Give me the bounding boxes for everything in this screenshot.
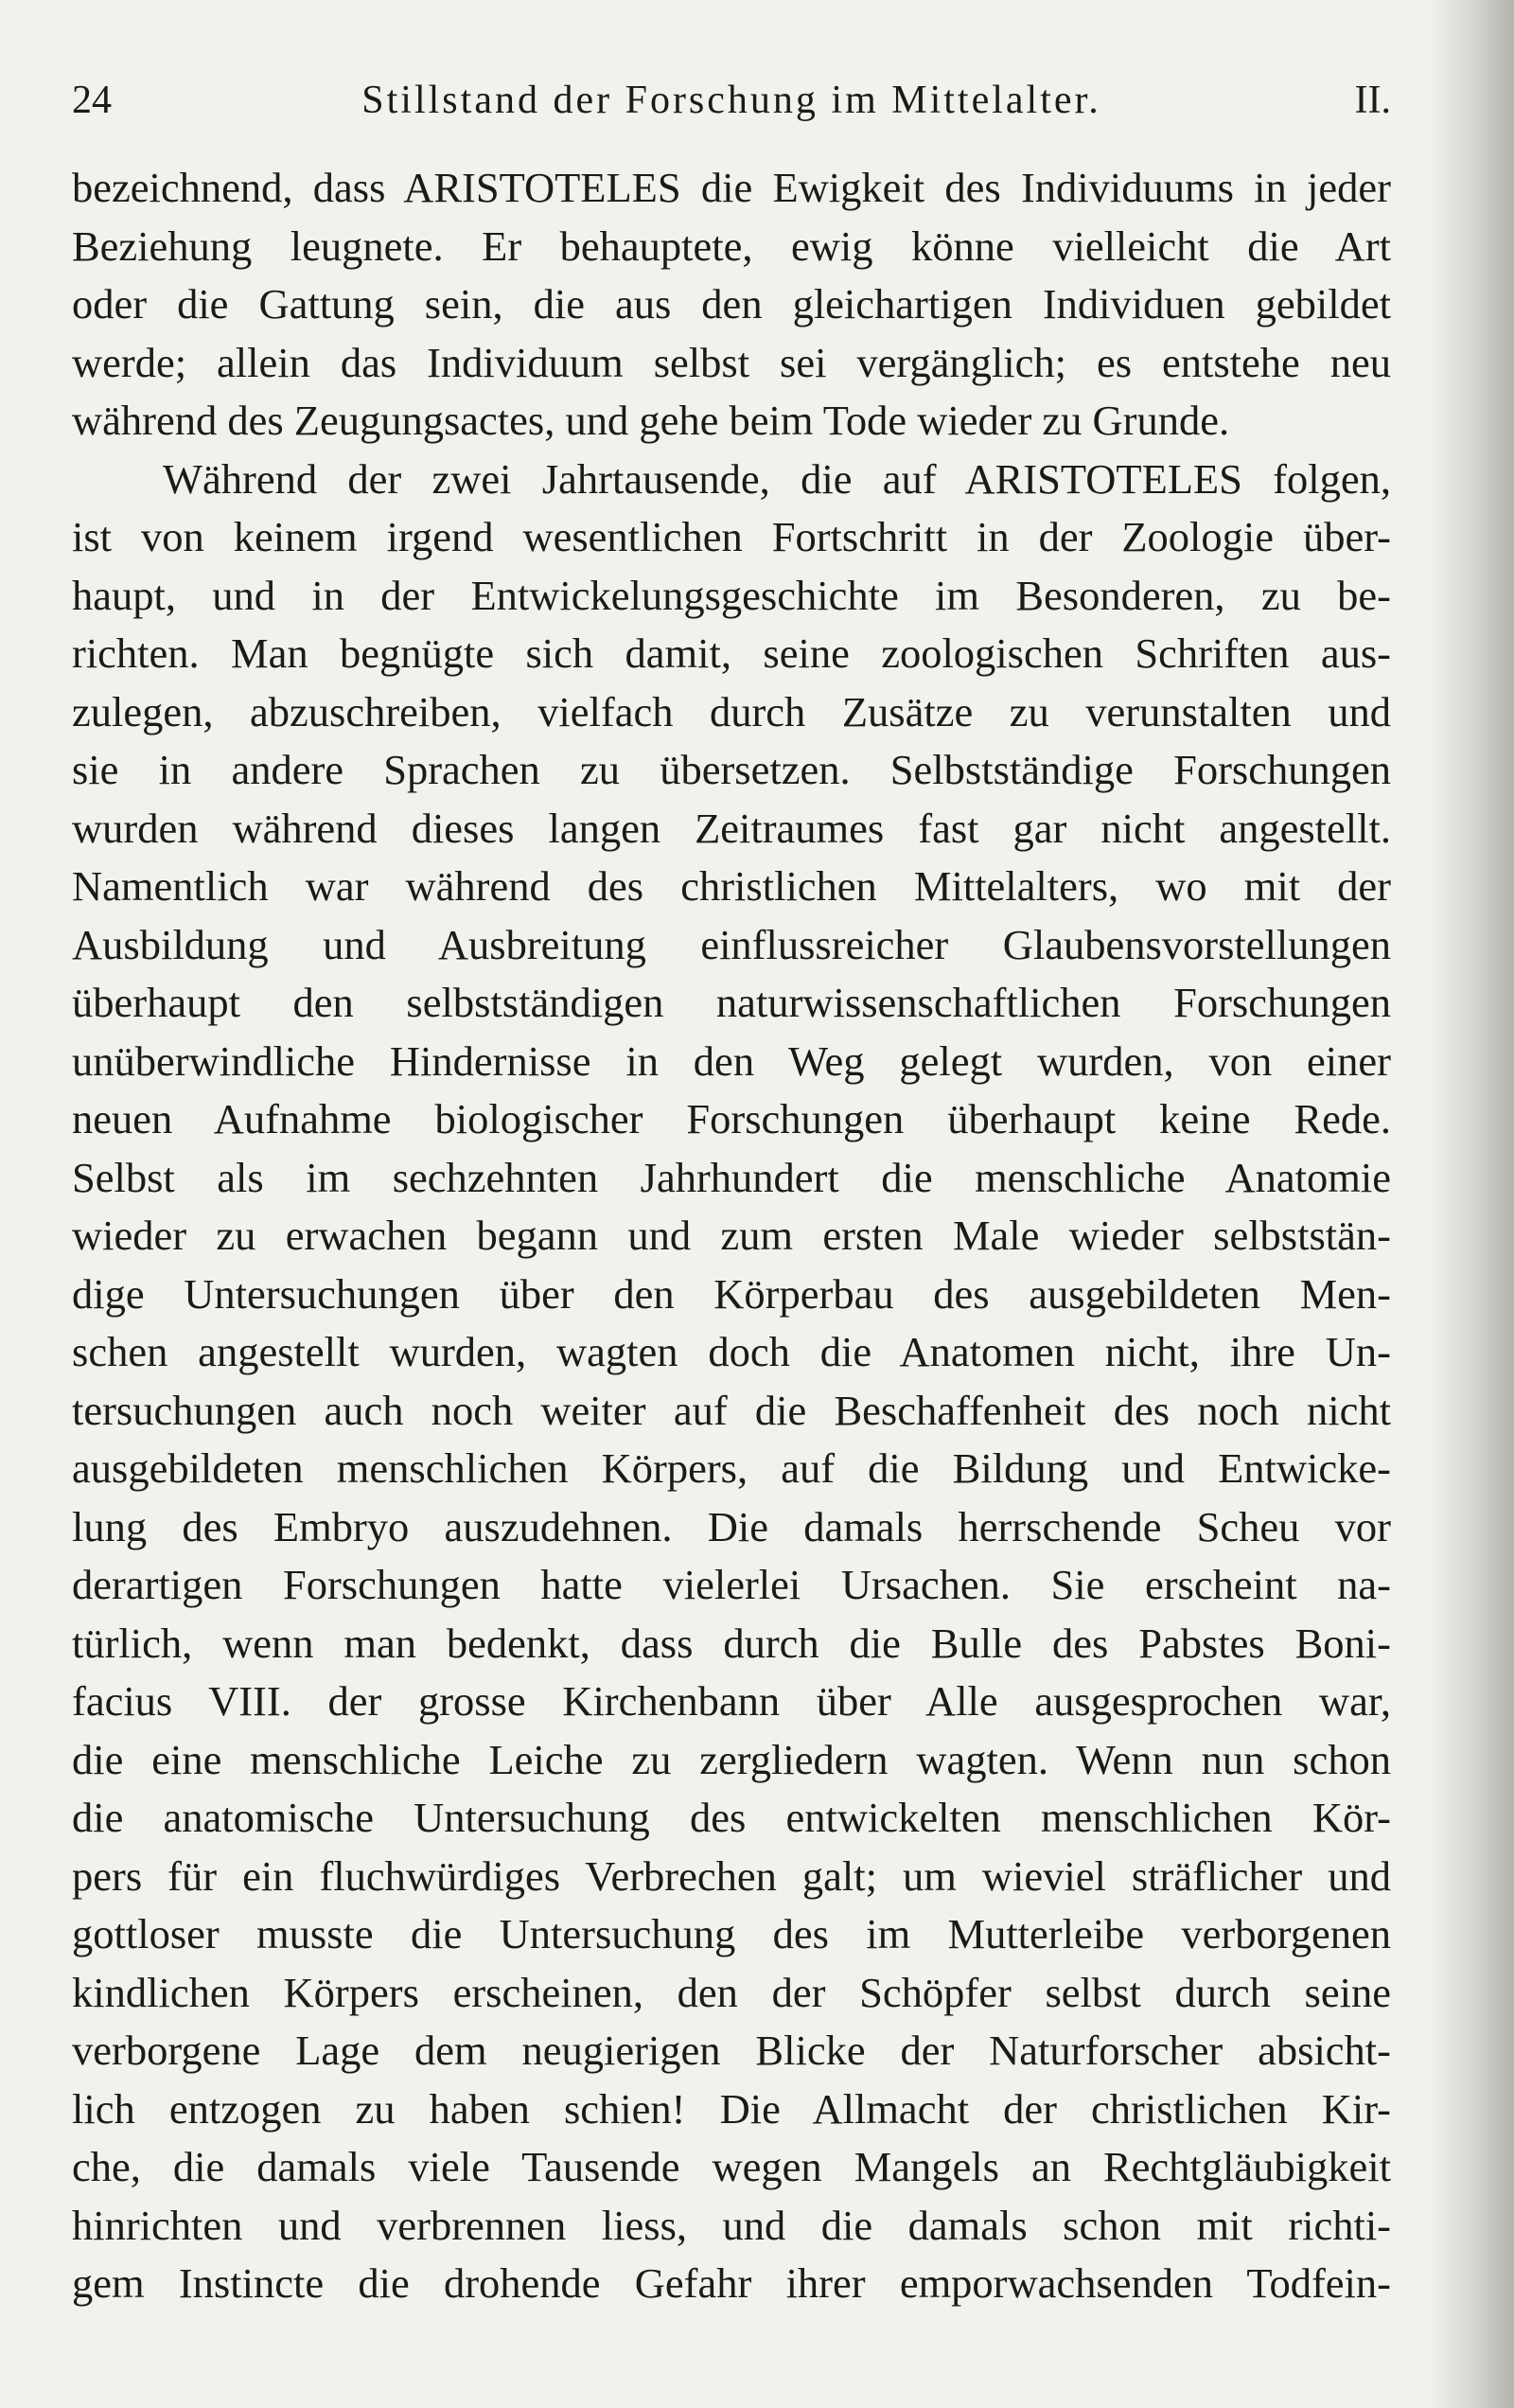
text-line: pers für ein fluchwürdiges Verbrechen galt; um wieviel sträflicher und bbox=[72, 1851, 1391, 1900]
text-line: lung des Embryo auszudehnen. Die damals herrschende Scheu vor bbox=[72, 1502, 1391, 1550]
text-line: richten. Man begnügte sich damit, seine zoologischen Schriften aus- bbox=[72, 629, 1391, 677]
page-header bbox=[72, 78, 1391, 144]
text-line: überhaupt den selbstständigen naturwissenschaftlichen Forschungen bbox=[72, 979, 1391, 1026]
page-edge-shadow bbox=[1429, 0, 1514, 2408]
text-line: derartigen Forschungen hatte vielerlei Ursachen. Sie erscheint na- bbox=[72, 1561, 1391, 1608]
text-line: tersuchungen auch noch weiter auf die Beschaffenheit des noch nicht bbox=[72, 1386, 1391, 1434]
text-line: verborgene Lage dem neugierigen Blicke der Naturforscher absicht- bbox=[72, 2027, 1391, 2074]
text-line: oder die Gattung sein, die aus den gleichartigen Individuen gebildet bbox=[72, 280, 1391, 328]
text-line: schen angestellt wurden, wagten doch die Anatomen nicht, ihre Un- bbox=[72, 1328, 1391, 1375]
text-line: bezeichnend, dass ARISTOTELES die Ewigkeit des Individuums in jeder bbox=[72, 164, 1391, 211]
text-line: wurden während dieses langen Zeitraumes fast gar nicht angestellt. bbox=[72, 804, 1391, 852]
text-line: türlich, wenn man bedenkt, dass durch die Bulle des Pabstes Boni- bbox=[72, 1619, 1391, 1667]
text-line: gottloser musste die Untersuchung des im Mutterleibe verborgenen bbox=[72, 1910, 1391, 1957]
text-line: neuen Aufnahme biologischer Forschungen überhaupt keine Rede. bbox=[72, 1095, 1391, 1142]
text-line: kindlichen Körpers erscheinen, den der Schöpfer selbst durch seine bbox=[72, 1968, 1391, 2016]
text-line: Selbst als im sechzehnten Jahrhundert die menschliche Anatomie bbox=[72, 1153, 1391, 1201]
page-number: 24 bbox=[72, 79, 112, 122]
text-line: Während der zwei Jahrtausende, die auf ARISTOTELES folgen, bbox=[163, 454, 1391, 503]
text-line: facius VIII. der grosse Kirchenbann über Alle ausgesprochen war, bbox=[72, 1677, 1391, 1725]
text-line: die anatomische Untersuchung des entwickelten menschlichen Kör- bbox=[72, 1794, 1391, 1841]
text-line: unüberwindliche Hindernisse in den Weg gelegt wurden, von einer bbox=[72, 1036, 1391, 1085]
text-line: Beziehung leugnete. Er behauptete, ewig könne vielleicht die Art bbox=[72, 221, 1391, 270]
text-line: zulegen, abzuschreiben, vielfach durch Zusätze zu verunstalten und bbox=[72, 687, 1391, 735]
text-line: sie in andere Sprachen zu übersetzen. Selbstständige Forschungen bbox=[72, 746, 1391, 793]
text-line: wieder zu erwachen begann und zum ersten Male wieder selbststän- bbox=[72, 1212, 1391, 1259]
text-line: dige Untersuchungen über den Körperbau des ausgebildeten Men- bbox=[72, 1269, 1391, 1318]
running-title: Stillstand der Forschung im Mittelalter. bbox=[361, 79, 1101, 122]
text-line: Namentlich war während des christlichen Mittelalters, wo mit der bbox=[72, 862, 1391, 910]
text-line: Ausbildung und Ausbreitung einflussreicher Glaubensvorstellungen bbox=[72, 920, 1391, 968]
text-line: werde; allein das Individuum selbst sei vergänglich; es entstehe neu bbox=[72, 338, 1391, 386]
text-line: lich entzogen zu haben schien! Die Allmacht der christlichen Kir- bbox=[72, 2084, 1391, 2133]
text-line: ist von keinem irgend wesentlichen Fortschritt in der Zoologie über- bbox=[72, 513, 1391, 560]
text-line: ausgebildeten menschlichen Körpers, auf die Bildung und Entwicke- bbox=[72, 1444, 1391, 1492]
chapter-number: II. bbox=[1354, 79, 1391, 122]
text-line: während des Zeugungsactes, und gehe beim Tode wieder zu Grunde. bbox=[72, 397, 1230, 444]
text-line: hinrichten und verbrennen liess, und die damals schon mit richti- bbox=[72, 2201, 1391, 2249]
text-line: che, die damals viele Tausende wegen Mangels an Rechtgläubigkeit bbox=[72, 2143, 1391, 2190]
text-line: die eine menschliche Leiche zu zergliedern wagten. Wenn nun schon bbox=[72, 1735, 1391, 1783]
text-line: gem Instincte die drohende Gefahr ihrer emporwachsenden Todfein- bbox=[72, 2259, 1391, 2307]
text-line: haupt, und in der Entwickelungsgeschichte im Besonderen, zu be- bbox=[72, 571, 1391, 619]
body-text bbox=[72, 159, 1391, 2313]
